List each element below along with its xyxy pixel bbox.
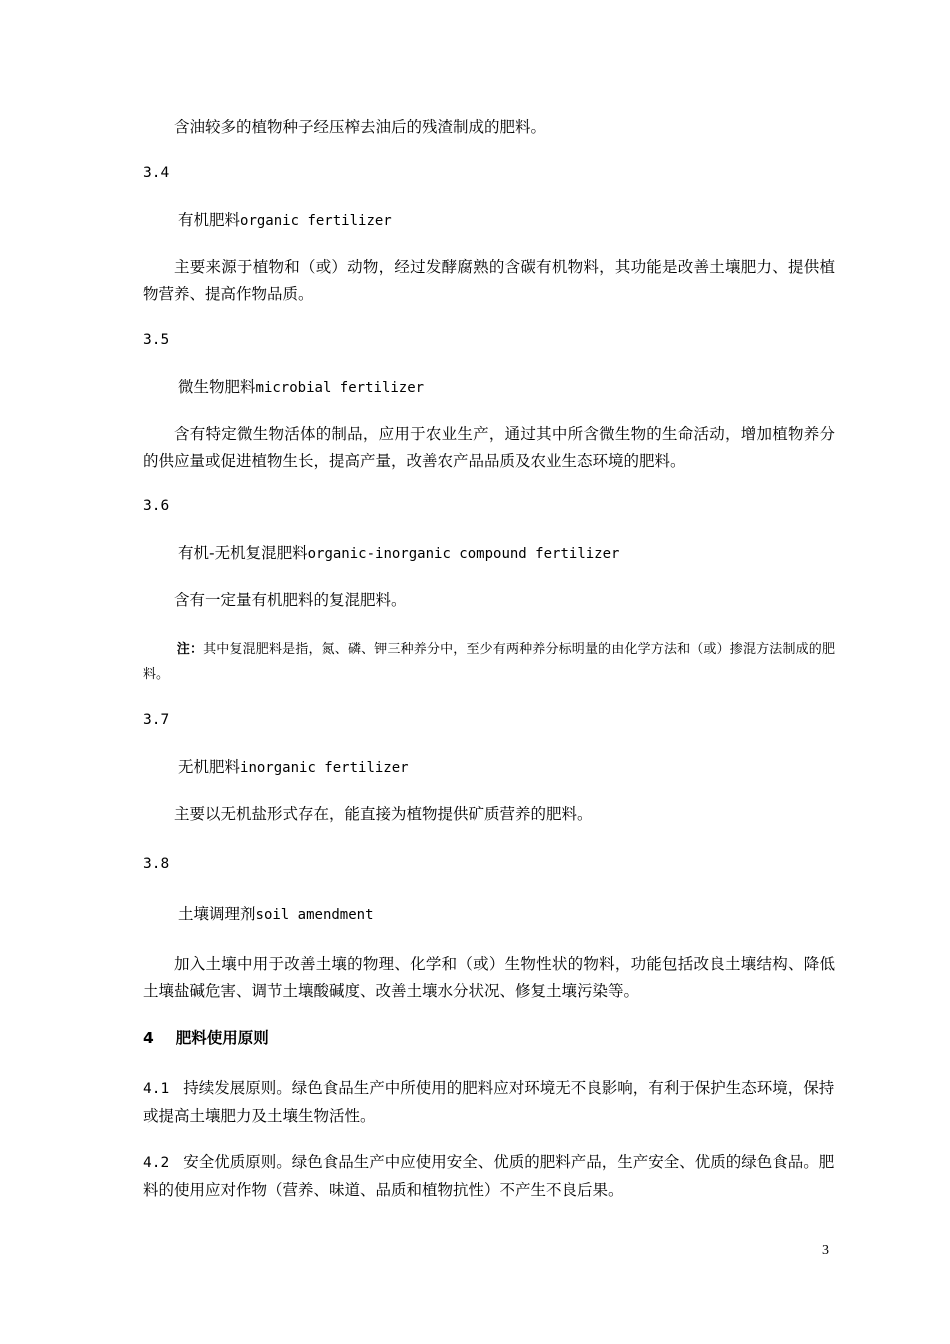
term-3-4 bbox=[143, 207, 870, 235]
section-title: 肥料使用原则 bbox=[175, 1029, 269, 1047]
term-en: soil amendment bbox=[255, 907, 374, 923]
definition-3-7: 主要以无机盐形式存在，能直接为植物提供矿质营养的肥料。 bbox=[174, 805, 593, 823]
note-label: 注： bbox=[176, 642, 204, 657]
term-en: organic-inorganic compound fertilizer bbox=[307, 546, 620, 562]
term-3-8 bbox=[143, 901, 870, 929]
term-3-7 bbox=[143, 754, 870, 782]
clause-text: 安全优质原则。绿色食品生产中应使用安全、优质的肥料产品，生产安全、优质的绿色食品。肥料的使用应对作物（营养、味道、品质和植物抗性）不产生不良后果。 bbox=[143, 1153, 835, 1199]
term-zh: 有机肥料 bbox=[178, 211, 241, 229]
term-en: microbial fertilizer bbox=[255, 380, 425, 396]
clause-number-3-5: 3.5 bbox=[143, 332, 170, 348]
section-number: 4 bbox=[143, 1029, 154, 1047]
definition-3-3: 含油较多的植物种子经压榨去油后的残渣制成的肥料。 bbox=[174, 118, 547, 136]
clause-number: 4.2 bbox=[143, 1155, 170, 1171]
term-zh: 微生物肥料 bbox=[178, 378, 256, 396]
clause-number-3-7: 3.7 bbox=[143, 712, 170, 728]
definition-3-4: 主要来源于植物和（或）动物，经过发酵腐熟的含碳有机物料，其功能是改善土壤肥力、提供植物营养、提高作物品质。 bbox=[143, 258, 835, 303]
term-3-6 bbox=[143, 540, 870, 568]
clause-number-3-6: 3.6 bbox=[143, 498, 170, 514]
clause-number: 4.1 bbox=[143, 1081, 170, 1097]
term-zh: 有机-无机复混肥料 bbox=[178, 544, 308, 562]
term-en: inorganic fertilizer bbox=[240, 760, 409, 776]
clause-number-3-8: 3.8 bbox=[143, 856, 170, 872]
clause-4-2 bbox=[143, 1149, 835, 1204]
page-number: 3 bbox=[822, 1243, 829, 1258]
note-3-6 bbox=[143, 637, 835, 687]
definition-3-5: 含有特定微生物活体的制品，应用于农业生产，通过其中所含微生物的生命活动，增加植物养分的供应量或促进植物生长，提高产量，改善农产品品质及农业生态环境的肥料。 bbox=[143, 425, 835, 470]
section-heading-4 bbox=[143, 1025, 835, 1052]
note-text: 其中复混肥料是指，氮、磷、钾三种养分中，至少有两种养分标明量的由化学方法和（或）掺混方法制成的肥料。 bbox=[143, 642, 835, 682]
term-zh: 土壤调理剂 bbox=[178, 905, 256, 923]
term-zh: 无机肥料 bbox=[178, 758, 241, 776]
clause-text: 持续发展原则。绿色食品生产中所使用的肥料应对环境无不良影响，有利于保护生态环境，保持或提高土壤肥力及土壤生物活性。 bbox=[143, 1079, 835, 1125]
definition-3-6: 含有一定量有机肥料的复混肥料。 bbox=[174, 591, 407, 609]
definition-3-8: 加入土壤中用于改善土壤的物理、化学和（或）生物性状的物料，功能包括改良土壤结构、降低土壤盐碱危害、调节土壤酸碱度、改善土壤水分状况、修复土壤污染等。 bbox=[143, 955, 835, 1000]
term-en: organic fertilizer bbox=[240, 213, 392, 229]
clause-4-1 bbox=[143, 1075, 835, 1130]
term-3-5 bbox=[143, 374, 870, 402]
clause-number-3-4: 3.4 bbox=[143, 165, 170, 181]
